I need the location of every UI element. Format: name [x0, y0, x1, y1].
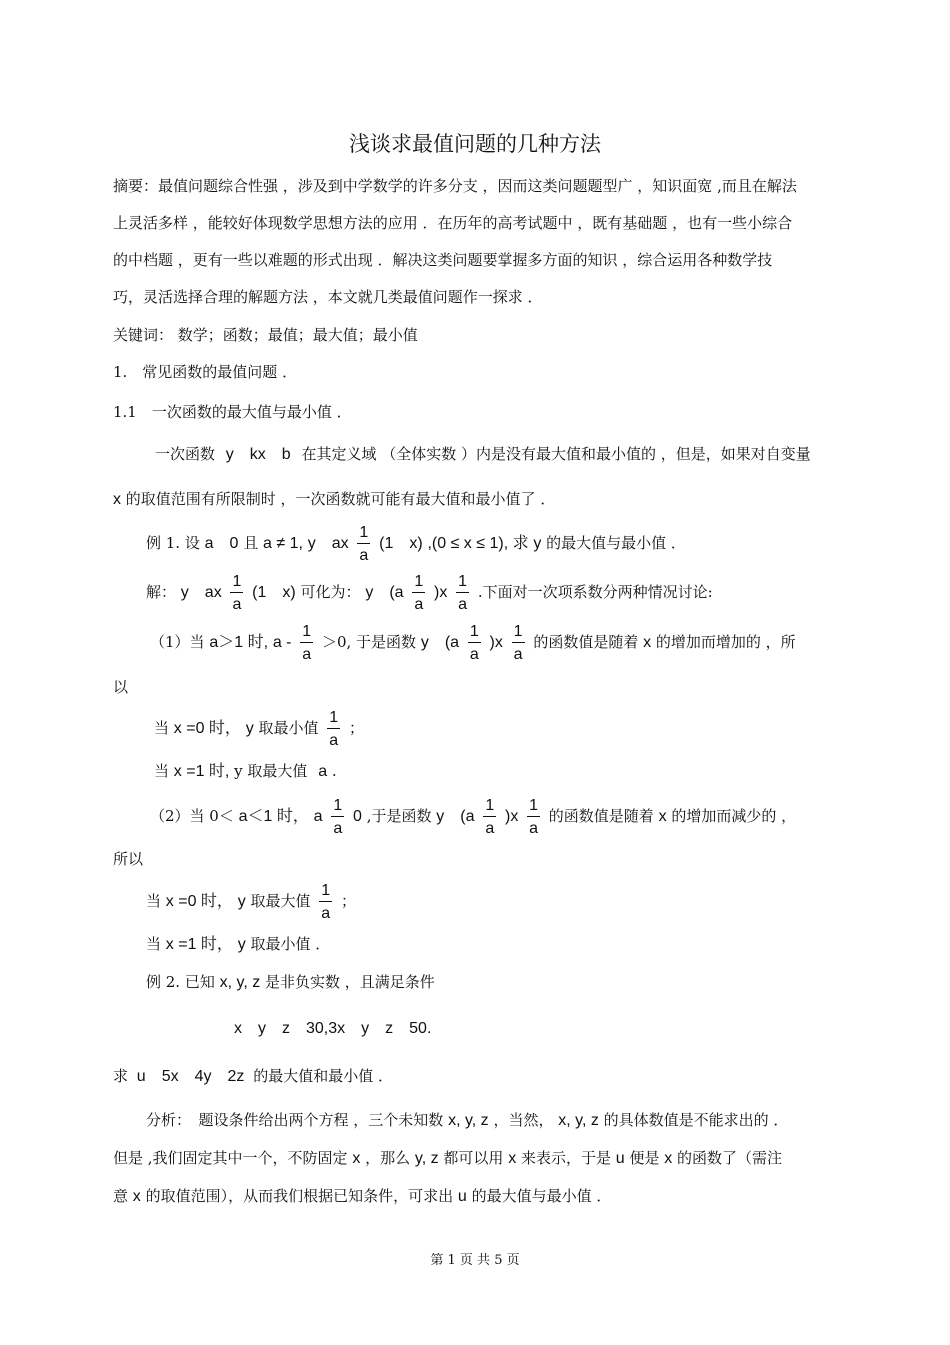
example-2-text: 是非负实数 ，且满足条件 — [265, 973, 435, 991]
result-label: 当 — [146, 892, 162, 910]
fraction-denominator: a — [321, 904, 331, 922]
case-1-condition: a＞1 时, — [209, 634, 269, 651]
abstract-line-4: 巧，灵活选择合理的解题方法 ，本文就几类最值问题作一探求 ． — [113, 288, 543, 306]
case-1-function: y (a — [420, 634, 460, 651]
fraction-one-over-a — [468, 623, 481, 664]
case-1-result-1 — [154, 708, 364, 750]
section-heading-1: 1. 常见函数的最值问题 ． — [113, 363, 298, 381]
fraction-denominator: a — [529, 819, 539, 837]
analysis-text: 便是 — [629, 1149, 660, 1167]
result-label: 当 — [146, 935, 162, 953]
ex1-var-y: y — [533, 535, 542, 552]
fraction-numerator: 1 — [357, 524, 370, 544]
result-punctuation: ； — [348, 719, 364, 737]
intro-formula: y kx b — [225, 446, 291, 463]
example-1-label: 例 1. 设 — [146, 534, 200, 552]
case-2-condition: a＜1 时， — [238, 808, 309, 825]
fraction-denominator: a — [414, 595, 424, 613]
ex1-condition-b: a ≠ 1, — [263, 535, 303, 552]
case-2-line — [150, 796, 796, 838]
fraction-denominator: a — [302, 645, 312, 663]
fraction-numerator: 1 — [483, 797, 496, 817]
fraction-numerator: 1 — [412, 573, 425, 593]
ex1-conjunction: 且 — [243, 534, 259, 552]
fraction-numerator: 1 — [300, 623, 313, 643]
fraction-one-over-a — [230, 573, 243, 614]
case-2-var-a: a — [313, 808, 323, 825]
fraction-numerator: 1 — [456, 573, 469, 593]
result-value: a — [318, 763, 328, 780]
fraction-one-over-a — [483, 797, 496, 838]
analysis-var-u: u — [615, 1150, 625, 1167]
analysis-text: 的取值范围），从而我们根据已知条件，可求出 — [145, 1187, 454, 1205]
example-2-question — [113, 1066, 393, 1087]
case-2-text-0: ,于是函数 — [366, 807, 432, 825]
fraction-denominator: a — [458, 595, 468, 613]
fraction-numerator: 1 — [319, 882, 332, 902]
case-2-function: y (a — [436, 808, 475, 825]
analysis-line-2 — [113, 1148, 782, 1169]
case-1-function-x: )x — [489, 634, 503, 651]
result-var-y: y — [237, 893, 246, 910]
fraction-numerator: 1 — [331, 797, 344, 817]
ex1-condition-a: a 0 — [204, 535, 239, 552]
ex1-function-tail: (1 x) — [379, 535, 423, 552]
analysis-variables: x, y, z — [558, 1112, 599, 1129]
solution-discussion: .下面对一次项系数分两种情况讨论: — [477, 583, 713, 601]
fraction-denominator: a — [469, 645, 479, 663]
fraction-one-over-a — [512, 623, 525, 664]
page-title: 浅谈求最值问题的几种方法 — [349, 132, 601, 156]
case-1-text-2: 的增加而增加的 ，所 — [655, 633, 796, 651]
analysis-text: 的最大值与最小值 ． — [471, 1187, 612, 1205]
analysis-text: 都可以用 — [443, 1149, 504, 1167]
intro-line-2 — [113, 489, 555, 510]
fraction-one-over-a — [357, 524, 370, 565]
ex1-function: y ax — [307, 535, 349, 552]
result-condition: x =0 时， — [165, 893, 233, 910]
analysis-var-x: x — [508, 1150, 517, 1167]
fraction-denominator: a — [513, 645, 523, 663]
result-text: 取最小值 — [258, 719, 319, 737]
case-2-label: （2）当 0＜ — [150, 807, 234, 825]
fraction-numerator: 1 — [512, 623, 525, 643]
fraction-one-over-a — [456, 573, 469, 614]
section-heading-1-1: 1.1 一次函数的最大值与最小值 ． — [113, 403, 352, 421]
analysis-text: 分析： 题设条件给出两个方程 ，三个未知数 — [146, 1111, 444, 1129]
solution-label: 解： — [146, 583, 177, 601]
fraction-one-over-a — [527, 797, 540, 838]
analysis-text: 但是 ,我们固定其中一个，不防固定 — [113, 1149, 348, 1167]
analysis-var-x: x — [132, 1188, 141, 1205]
case-2-result-1 — [146, 881, 356, 923]
analysis-variables: x, y, z — [448, 1112, 489, 1129]
result-condition: x =1 时， — [165, 936, 233, 953]
fraction-denominator: a — [485, 819, 495, 837]
ex1-domain: ,(0 ≤ x ≤ 1), 求 — [427, 535, 529, 552]
analysis-text: ，那么 — [365, 1149, 411, 1167]
fraction-one-over-a — [331, 797, 344, 838]
analysis-text: 的函数了（需注 — [677, 1149, 783, 1167]
result-var-y: y — [237, 936, 246, 953]
fraction-one-over-a — [300, 623, 313, 664]
analysis-line-1 — [146, 1110, 788, 1131]
analysis-var-yz: y, z — [414, 1150, 439, 1167]
fraction-numerator: 1 — [230, 573, 243, 593]
analysis-text: ，当然， — [493, 1111, 554, 1129]
fraction-denominator: a — [333, 819, 343, 837]
case-1-line — [150, 622, 796, 664]
fraction-one-over-a — [412, 573, 425, 614]
question-text: 的最大值和最小值 ． — [253, 1067, 393, 1085]
fraction-one-over-a — [327, 709, 340, 750]
intro-var-x: x — [113, 491, 121, 508]
case-2-continuation: 所以 — [113, 850, 144, 868]
intro-text-a: 一次函数 — [155, 445, 216, 463]
case-2-var-x: x — [658, 808, 667, 825]
fraction-numerator: 1 — [327, 709, 340, 729]
example-1 — [146, 523, 686, 565]
case-1-var-x: x — [643, 634, 652, 651]
case-2-result-2 — [146, 934, 330, 955]
solution-form-x: )x — [434, 584, 448, 601]
keywords: 关键词： 数学；函数；最值；最大值；最小值 — [113, 326, 418, 344]
objective-function: u 5x 4y 2z — [136, 1068, 245, 1085]
example-2-label: 例 2. 已知 — [146, 973, 215, 991]
intro-text-b: 在其定义域 （全体实数 ）内是没有最大值和最小值的 ，但是，如果对自变量 — [301, 445, 811, 463]
case-1-text: 的函数值是随着 — [533, 633, 639, 651]
analysis-text: 来表示，于是 — [520, 1149, 611, 1167]
case-2-function-x: )x — [505, 808, 519, 825]
result-punctuation: ； — [340, 892, 356, 910]
case-2-zero: 0 — [353, 808, 362, 825]
result-text: 取最大值 — [250, 892, 311, 910]
fraction-numerator: 1 — [527, 797, 540, 817]
result-text: 取最小值 ． — [250, 935, 331, 953]
fraction-denominator: a — [359, 546, 369, 564]
result-text: y 取最大值 — [234, 762, 308, 780]
solution-function: y ax — [180, 584, 222, 601]
solution-function-tail: (1 x) — [252, 584, 296, 601]
fraction-denominator: a — [232, 595, 242, 613]
fraction-numerator: 1 — [468, 623, 481, 643]
case-1-positive: ＞0, 于是函数 — [321, 633, 417, 651]
case-1-continuation: 以 — [113, 678, 129, 696]
analysis-var-x: x — [352, 1150, 361, 1167]
result-punctuation: . — [331, 762, 337, 780]
analysis-text: 意 — [113, 1187, 129, 1205]
ex1-question: 的最大值与最小值 ． — [546, 534, 686, 552]
abstract-line-3: 的中档题 ，更有一些以难题的形式出现 ．解决这类问题要掌握多方面的知识 ，综合运用各种数学技 — [113, 251, 773, 269]
result-condition: x =0 时， — [173, 720, 241, 737]
analysis-text: 的具体数值是不能求出的 ． — [603, 1111, 789, 1129]
analysis-line-3 — [113, 1186, 611, 1207]
case-2-text: 的函数值是随着 — [548, 807, 654, 825]
question-label: 求 — [113, 1067, 129, 1085]
case-1-coefficient: a - — [272, 634, 292, 651]
fraction-one-over-a — [319, 882, 332, 923]
case-2-text-2: 的增加而减少的 ， — [671, 807, 797, 825]
result-label: 当 — [154, 719, 170, 737]
result-var-y: y — [245, 720, 254, 737]
result-label: 当 — [154, 762, 170, 780]
intro-text-c: 的取值范围有所限制时 ，一次函数就可能有最大值和最小值了 ． — [125, 490, 556, 508]
result-condition: x =1 时, — [173, 763, 230, 780]
case-1-result-2 — [154, 761, 337, 782]
example-2-variables: x, y, z — [219, 974, 261, 991]
analysis-var-x: x — [664, 1150, 673, 1167]
intro-line-1 — [155, 444, 811, 465]
example-2-equation: x y z 30,3x y z 50. — [234, 1020, 432, 1037]
solution-form: y (a — [365, 584, 404, 601]
case-1-label: （1）当 — [150, 633, 205, 651]
abstract-line-1: 摘要：最值问题综合性强 ，涉及到中学数学的许多分支 ，因而这类问题题型广 ，知识面宽 ,而且在解法 — [113, 177, 797, 195]
solution-line — [146, 572, 713, 614]
fraction-denominator: a — [329, 731, 339, 749]
solution-transform-text: 可化为： — [300, 583, 361, 601]
example-2 — [146, 972, 435, 993]
page-footer: 第 1 页 共 5 页 — [430, 1253, 520, 1268]
analysis-var-u: u — [457, 1188, 467, 1205]
abstract-line-2: 上灵活多样 ，能较好体现数学思想方法的应用 ．在历年的高考试题中 ，既有基础题 ，也有一些小综合 — [113, 214, 793, 232]
